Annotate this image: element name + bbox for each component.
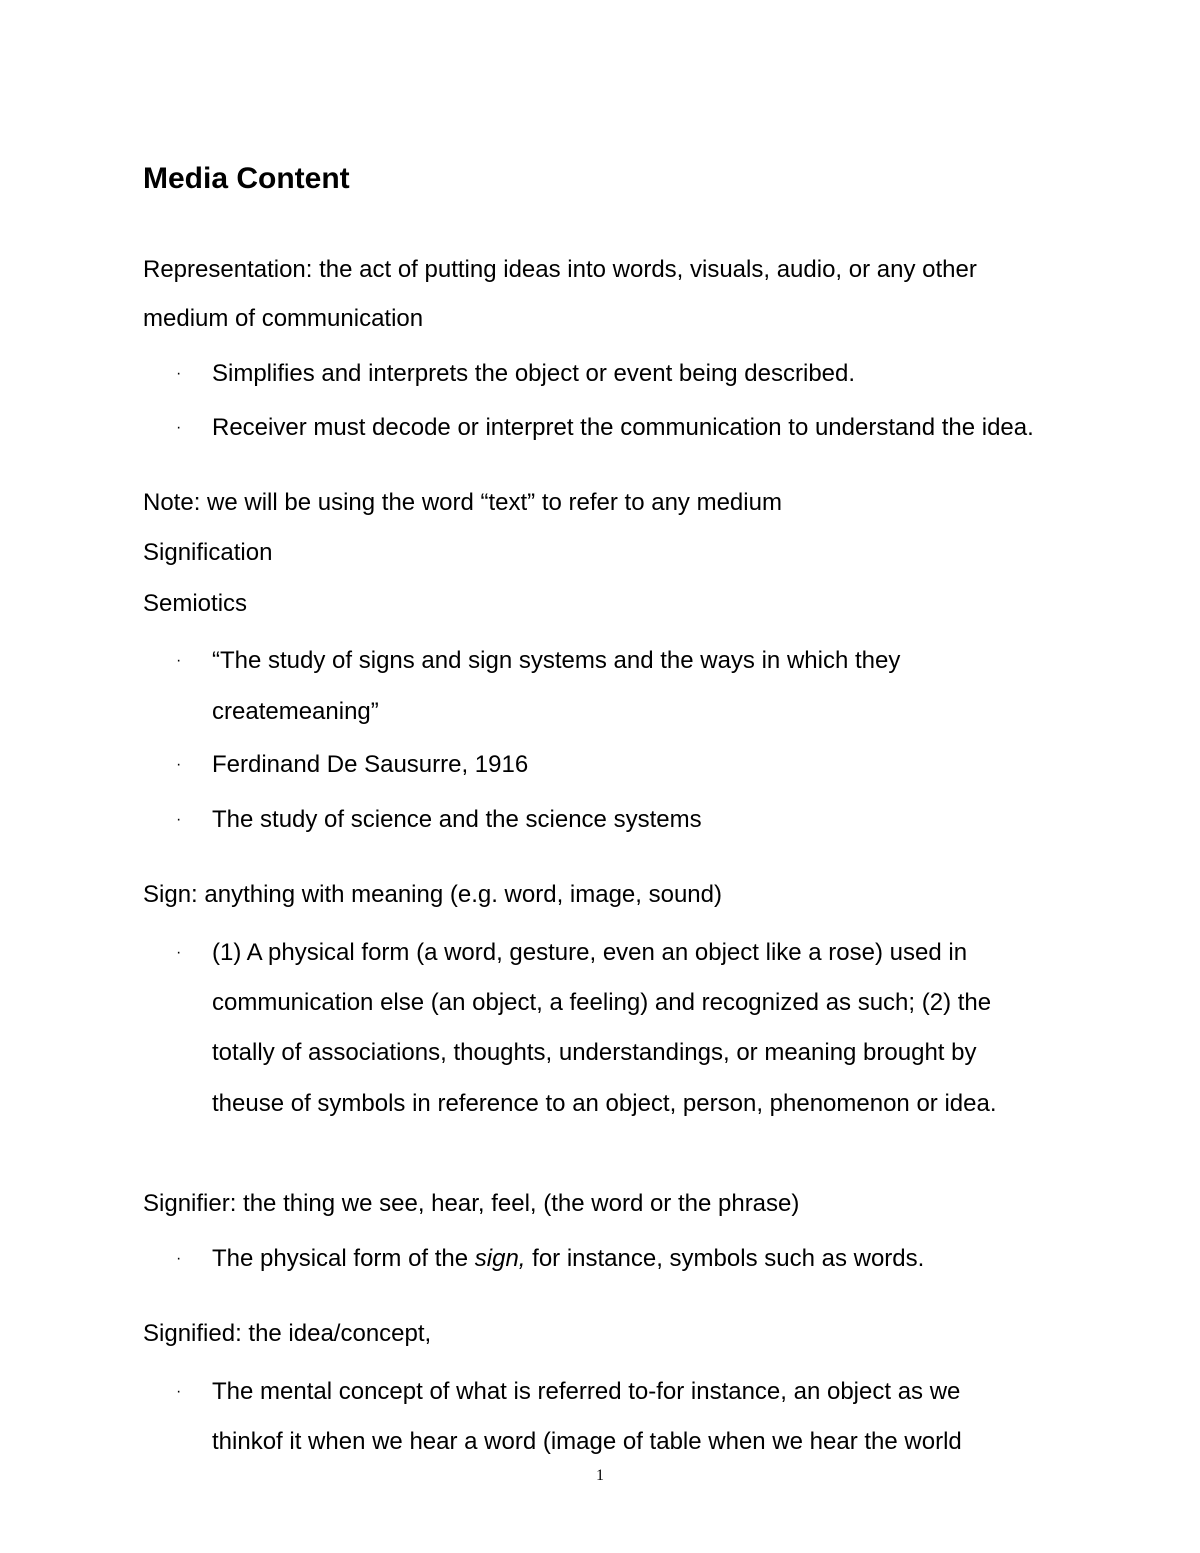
signified-definition: Signified: the idea/concept, — [143, 1320, 432, 1347]
note-line: Note: we will be using the word “text” to refer to any medium — [143, 489, 782, 516]
bullet-marker: · — [176, 811, 182, 828]
bullet-marker: · — [176, 944, 182, 961]
semiotics-heading: Semiotics — [143, 590, 248, 617]
sign-definition: Sign: anything with meaning (e.g. word, image, sound) — [143, 881, 722, 908]
signified-bullet-line-1: The mental concept of what is referred to-for instance, an object as we — [212, 1378, 961, 1405]
signification-heading: Signification — [143, 539, 273, 566]
bullet-marker: · — [176, 365, 182, 382]
representation-bullet-2: Receiver must decode or interpret the communication to understand the idea. — [212, 414, 1034, 441]
signifier-bullet-italic-word: sign, — [474, 1245, 526, 1272]
page-number: 1 — [596, 1467, 604, 1484]
bullet-marker: · — [176, 652, 182, 669]
bullet-marker: · — [176, 1250, 182, 1267]
signifier-definition: Signifier: the thing we see, hear, feel, (the word or the phrase) — [143, 1190, 800, 1217]
sign-bullet-line-2: communication else (an object, a feeling) and recognized as such; (2) the — [212, 989, 992, 1016]
bullet-marker: · — [176, 1383, 182, 1400]
representation-definition-line-1: Representation: the act of putting ideas into words, visuals, audio, or any other — [143, 256, 977, 283]
semiotics-bullet-1-line-1: “The study of signs and sign systems and the ways in which they — [212, 647, 901, 674]
signifier-bullet-text-end: for instance, symbols such as words. — [525, 1245, 925, 1272]
signifier-bullet — [212, 1244, 924, 1274]
semiotics-bullet-2: Ferdinand De Sausurre, 1916 — [212, 751, 529, 778]
sign-bullet-line-3: totally of associations, thoughts, understandings, or meaning brought by — [212, 1039, 977, 1066]
bullet-marker: · — [176, 756, 182, 773]
representation-bullet-1: Simplifies and interprets the object or event being described. — [212, 360, 856, 387]
page-title: Media Content — [143, 162, 350, 195]
sign-bullet-line-1: (1) A physical form (a word, gesture, even an object like a rose) used in — [212, 939, 968, 966]
signifier-bullet-text-start: The physical form of the — [212, 1245, 475, 1272]
representation-definition-line-2: medium of communication — [143, 305, 424, 332]
semiotics-bullet-3: The study of science and the science systems — [212, 806, 702, 833]
bullet-marker: · — [176, 419, 182, 436]
sign-bullet-line-4: theuse of symbols in reference to an object, person, phenomenon or idea. — [212, 1090, 997, 1117]
signified-bullet-line-2: thinkof it when we hear a word (image of table when we hear the world — [212, 1428, 962, 1455]
semiotics-bullet-1-line-2: createmeaning” — [212, 698, 379, 725]
